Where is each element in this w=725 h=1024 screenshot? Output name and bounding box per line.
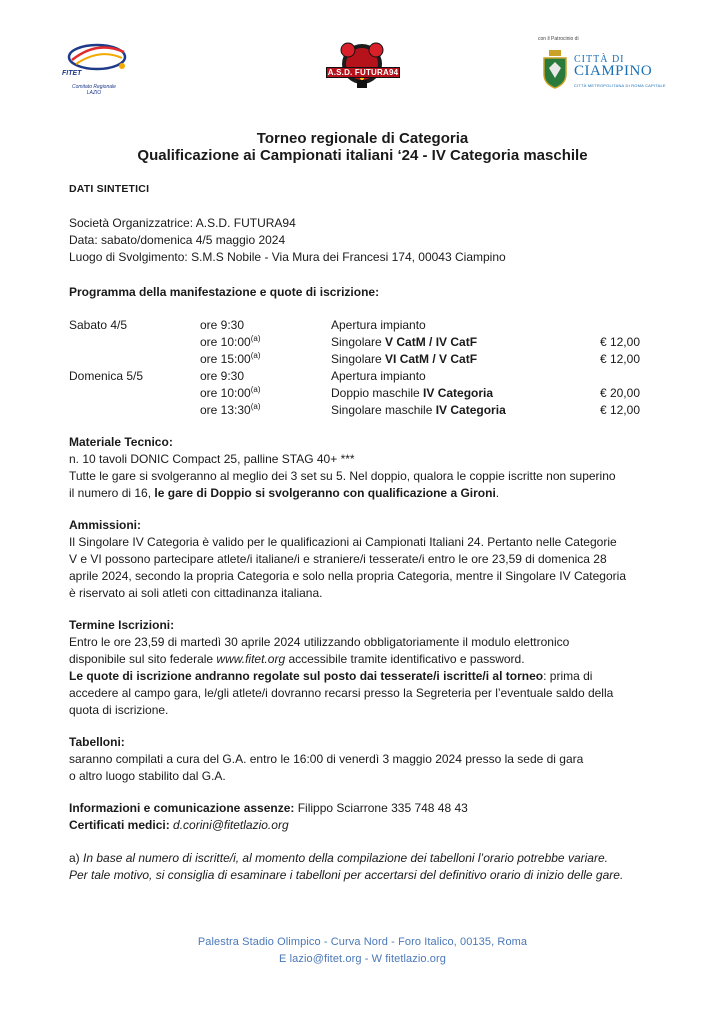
programma-heading: Programma della manifestazione e quote di iscrizione: xyxy=(69,285,380,299)
schedule-time xyxy=(200,368,244,385)
document-subtitle: Qualificazione ai Campionati italiani ‘24 - IV Categoria maschile xyxy=(137,147,588,164)
termine-line xyxy=(69,651,525,668)
schedule-time-value: ore 10:00 xyxy=(200,335,251,349)
dati-heading: DATI SINTETICI xyxy=(69,183,150,195)
fitet-swoosh-icon xyxy=(62,40,132,72)
info-line xyxy=(69,800,468,817)
schedule-desc-text: Apertura impianto xyxy=(331,318,426,332)
fitet-logo xyxy=(62,40,132,100)
dati-luogo: Luogo di Svolgimento: S.M.S Nobile - Via Mura dei Francesi 174, 00043 Ciampino xyxy=(69,250,506,264)
termine-l2-end: accessibile tramite identificativo e password. xyxy=(285,652,525,666)
materiale-line xyxy=(69,485,499,502)
schedule-time-value: ore 9:30 xyxy=(200,318,245,332)
schedule-time-value: ore 10:00 xyxy=(200,386,251,400)
ammissioni-line: Il Singolare IV Categoria è valido per le qualificazioni ai Campionati Italiani 24. Pertanto nelle Categorie xyxy=(69,535,617,549)
schedule-day: Sabato 4/5 xyxy=(69,318,128,332)
schedule-price: € 20,00 xyxy=(599,386,640,400)
schedule-time-note: (a) xyxy=(250,351,261,360)
schedule-desc-bold: IV Categoria xyxy=(435,403,506,417)
footer-address: Palestra Stadio Olimpico - Curva Nord - Foro Italico, 00135, Roma xyxy=(197,936,528,948)
termine-line: quota di iscrizione. xyxy=(69,703,169,717)
schedule-desc xyxy=(331,385,493,402)
note-line xyxy=(69,850,608,867)
materiale-l3-text: il numero di 16, xyxy=(69,486,155,500)
schedule-price: € 12,00 xyxy=(599,403,640,417)
dati-societa: Società Organizzatrice: A.S.D. FUTURA94 xyxy=(69,216,296,230)
schedule-row xyxy=(69,385,644,402)
termine-line xyxy=(69,668,592,685)
schedule-desc-text: Singolare xyxy=(331,352,386,366)
note-line: Per tale motivo, si consiglia di esaminare i tabelloni per accertarsi del definitivo orario di inizio delle gare. xyxy=(69,868,624,882)
fitet-logo-name: FITET xyxy=(62,70,82,77)
schedule-time-note: (a) xyxy=(250,385,261,394)
note-prefix: a) xyxy=(69,851,84,865)
schedule-row xyxy=(69,334,644,351)
tabelloni-line: o altro luogo stabilito dal G.A. xyxy=(69,769,226,783)
materiale-line: n. 10 tavoli DONIC Compact 25, palline STAG 40+ *** xyxy=(69,452,355,466)
schedule-desc-text: Singolare maschile xyxy=(331,403,436,417)
schedule-time xyxy=(200,317,244,334)
termine-line: accedere al campo gara, le/gli atlete/i dovranno recarsi presso la Segreteria per l’eventuale saldo della xyxy=(69,686,614,700)
schedule-desc xyxy=(331,368,426,385)
ciampino-coat-of-arms-icon xyxy=(540,48,570,90)
certificati-label: Certificati medici: xyxy=(69,818,170,832)
termine-heading: Termine Iscrizioni: xyxy=(69,618,175,632)
info-value: Filippo Sciarrone 335 748 48 43 xyxy=(294,801,468,815)
schedule-desc-text: Apertura impianto xyxy=(331,369,426,383)
ammissioni-line: aprile 2024, secondo la propria Categoria e solo nella propria Categoria, mentre il Singolare IV Categoria xyxy=(69,569,626,583)
schedule-desc xyxy=(331,402,506,419)
ammissioni-heading: Ammissioni: xyxy=(69,518,142,532)
certificati-email-link[interactable]: d.corini@fitetlazio.org xyxy=(173,818,289,832)
schedule-time xyxy=(200,402,261,419)
schedule-row xyxy=(69,402,644,419)
fitet-sub1: Comitato Regionale xyxy=(72,84,116,90)
schedule-desc-bold: V CatM / IV CatF xyxy=(385,335,478,349)
schedule-desc-bold: IV Categoria xyxy=(423,386,494,400)
schedule-time xyxy=(200,385,261,402)
schedule-desc-bold: VI CatM / V CatF xyxy=(385,352,478,366)
schedule-day: Domenica 5/5 xyxy=(69,369,144,383)
termine-l3-bold: Le quote di iscrizione andranno regolate sul posto dai tesserate/i iscritte/i al torneo xyxy=(69,669,544,683)
materiale-heading: Materiale Tecnico: xyxy=(69,435,173,449)
schedule-time xyxy=(200,351,261,368)
schedule-row xyxy=(69,368,644,385)
schedule-row xyxy=(69,317,644,334)
termine-l3-end: : prima di xyxy=(543,669,593,683)
schedule-time xyxy=(200,334,261,351)
materiale-line: Tutte le gare si svolgeranno al meglio dei 3 set su 5. Nel doppio, qualora le coppie iscritte non superino xyxy=(69,469,616,483)
schedule-row xyxy=(69,351,644,368)
tabelloni-heading: Tabelloni: xyxy=(69,735,125,749)
document-title: Torneo regionale di Categoria xyxy=(256,130,469,147)
ammissioni-line: V e VI possono partecipare atlete/i italiane/i e straniere/i tesserate/i entro le ore 23,59 di domenica 28 xyxy=(69,552,607,566)
termine-line: Entro le ore 23,59 di martedì 30 aprile 2024 utilizzando obbligatoriamente il modulo elettronico xyxy=(69,635,570,649)
ammissioni-line: è riservato ai soli atleti con cittadinanza italiana. xyxy=(69,586,323,600)
metro-label: CITTÀ METROPOLITANA DI ROMA CAPITALE xyxy=(574,83,666,88)
fitet-logo-sub xyxy=(72,84,116,96)
schedule-price: € 12,00 xyxy=(599,352,640,366)
note-text: In base al numero di iscritte/i, al momento della compilazione dei tabelloni l’orario potrebbe variare. xyxy=(83,851,608,865)
termine-l2-text: disponibile sul sito federale xyxy=(69,652,217,666)
schedule-desc-text: Singolare xyxy=(331,335,386,349)
ciampino-name: CIAMPINO xyxy=(574,63,653,79)
futura94-logo xyxy=(324,38,400,96)
schedule-desc xyxy=(331,317,426,334)
schedule-time-note: (a) xyxy=(250,402,261,411)
schedule-desc xyxy=(331,351,477,368)
ciampino-logo xyxy=(538,36,668,100)
materiale-l3-bold: le gare di Doppio si svolgeranno con qualificazione a Gironi xyxy=(154,486,496,500)
certificati-line xyxy=(69,817,289,834)
tabelloni-line: saranno compilati a cura del G.A. entro le 16:00 di venerdì 3 maggio 2024 presso la sede di gara xyxy=(69,752,584,766)
schedule-desc-text: Doppio maschile xyxy=(331,386,424,400)
schedule-time-value: ore 9:30 xyxy=(200,369,245,383)
fitet-site-link[interactable]: www.fitet.org xyxy=(216,652,286,666)
schedule-time-value: ore 13:30 xyxy=(200,403,251,417)
dati-data: Data: sabato/domenica 4/5 maggio 2024 xyxy=(69,233,286,247)
info-label: Informazioni e comunicazione assenze: xyxy=(69,801,295,815)
materiale-l3-end: . xyxy=(495,486,500,500)
patrocinio-label: con il Patrocinio di xyxy=(538,36,579,42)
schedule-price: € 12,00 xyxy=(599,335,640,349)
schedule-time-note: (a) xyxy=(250,334,261,343)
footer-contacts: E lazio@fitet.org - W fitetlazio.org xyxy=(279,953,446,965)
fitet-sub2: LAZIO xyxy=(86,90,102,96)
schedule-time-value: ore 15:00 xyxy=(200,352,251,366)
schedule-desc xyxy=(331,334,477,351)
futura94-logo-name: A.S.D. FUTURA94 xyxy=(327,68,399,77)
citta-label: CITTÀ DI xyxy=(574,54,625,65)
